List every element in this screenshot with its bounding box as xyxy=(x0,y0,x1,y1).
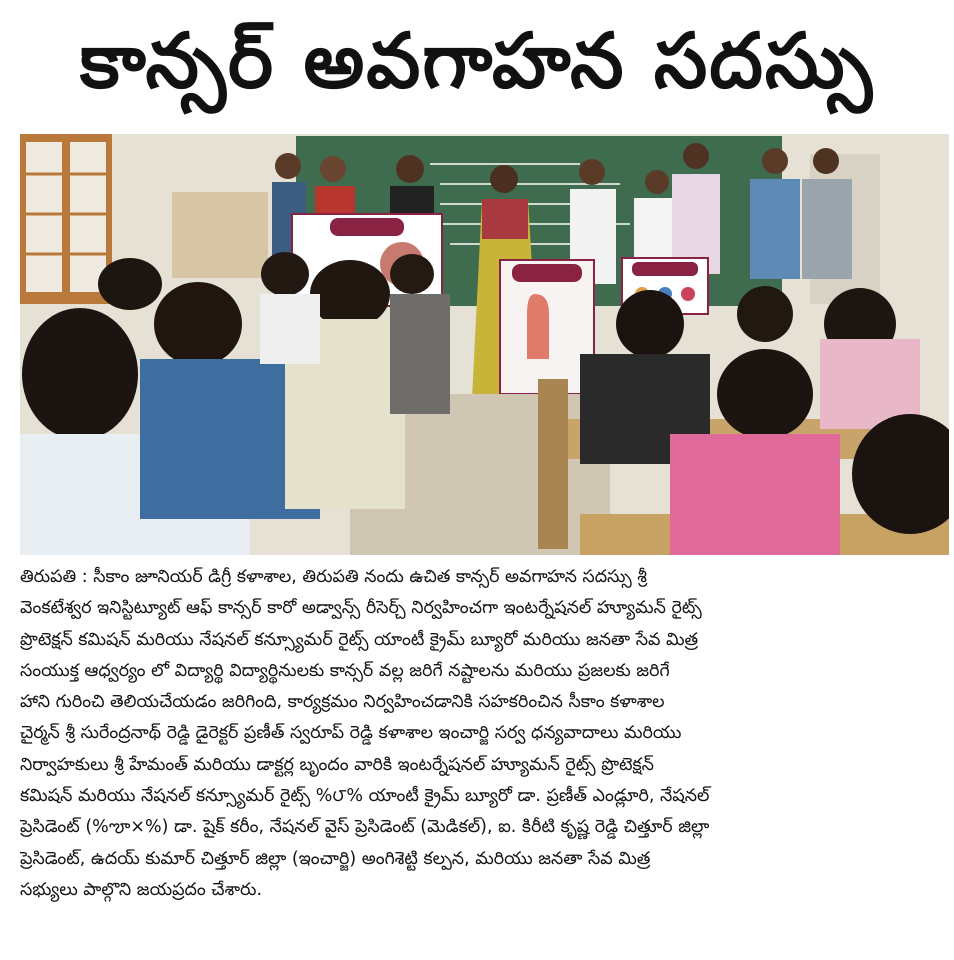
poster-center xyxy=(500,260,594,394)
window xyxy=(20,134,112,304)
article-line: తిరుపతి : సీకాం జూనియర్ డిగ్రీ కళాశాల, తిరుపతి నందు ఉచిత కాన్సర్ అవగాహన సదస్సు శ్రీ xyxy=(20,567,647,587)
event-photo xyxy=(20,134,949,555)
article-line: సంయుక్త ఆధ్వర్యం లో విద్యార్థి విద్యార్థినులకు కాన్సర్ వల్ల జరిగే నష్టాలను మరియు ప్రజలకు జరిగే xyxy=(20,660,670,681)
headline: కాన్సర్ అవగాహన సదస్సు xyxy=(79,16,875,105)
article-body xyxy=(20,562,948,958)
article-line: కమిషన్ మరియు నేషనల్ కన్స్యూమర్ రైట్స్ %౮% యాంటీ క్రైమ్ బ్యూరో డా. ప్రణీత్ ఎండ్లూరి, నేషనల్ xyxy=(20,786,710,807)
article-line: ప్రెసిడెంట్, ఉదయ్ కుమార్ చిత్తూర్ జిల్లా (ఇంచార్జి) అంగిశెట్టి కల్పన, మరియు జనతా సేవ మిత్ర xyxy=(20,848,651,869)
article-line: ప్రెసిడెంట్ (%ౡ×%) డా. షైక్ కరీం, నేషనల్ వైస్ ప్రెసిడెంట్ (మెడికల్), ఐ. కిరీటి కృష్ణ రెడ్డి చిత్తూర్ జిల్లా xyxy=(20,817,710,838)
article-line: నిర్వాహకులు శ్రీ హేమంత్ మరియు డాక్టర్ల బృందం వారికి ఇంటర్నేషనల్ హ్యూమన్ రైట్స్ ప్రొటెక్షన్ xyxy=(20,754,654,775)
article-line: హాని గురించి తెలియచేయడం జరిగింది, కార్యక్రమం నిర్వహించడానికి సహకరించిన సీకాం కళాశాల xyxy=(20,692,665,713)
article-line: వెంకటేశ్వర ఇనిస్టిట్యూట్ ఆఫ్ కాన్సర్ కారో అడ్వాన్స్ రీసెర్చ్ నిర్వహించగా ఇంటర్నేషనల్ హ్యూమన్ రైట్స్ xyxy=(20,598,702,619)
article-line: ప్రొటెక్షన్ కమిషన్ మరియు నేషనల్ కన్స్యూమర్ రైట్స్ యాంటీ క్రైమ్ బ్యూరో మరియు జనతా సేవ మిత్ర xyxy=(20,629,699,650)
article-line: చైర్మన్ శ్రీ సురేంద్రనాథ్ రెడ్డి డైరెక్టర్ ప్రణీత్ స్వరూప్ రెడ్డి కళాశాల ఇంచార్జి సర్వ ధన్యవాదాలు మరియు xyxy=(20,723,682,744)
article-line: సభ్యులు పాల్గొని జయప్రదం చేశారు. xyxy=(20,879,263,900)
